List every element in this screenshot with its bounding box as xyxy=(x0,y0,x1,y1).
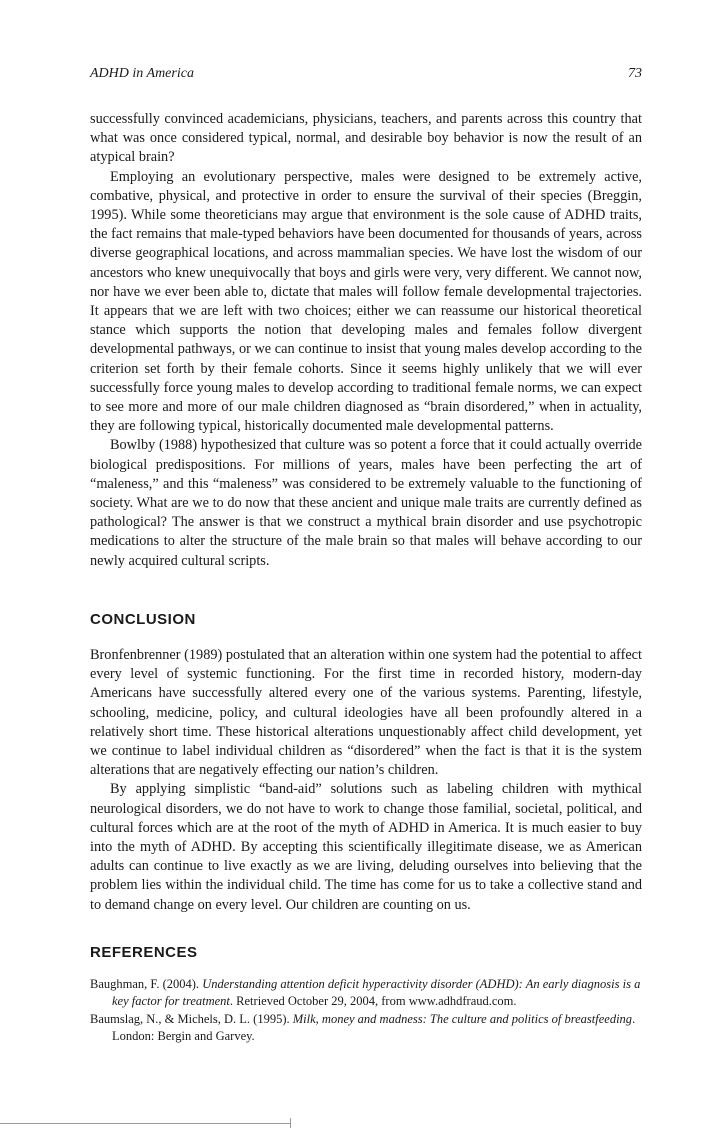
reference-item xyxy=(90,976,642,1009)
page-number: 73 xyxy=(628,66,642,81)
reference-title: Understanding attention deficit hyperactivity disorder (ADHD): An early diagnosis is a key factor for treatment xyxy=(112,977,641,1008)
paragraph-band-aid: By applying simplistic “band-aid” solutions such as labeling children with mythical neurological disorders, we do not have to work to change those familial, societal, political, and cultural forces which are at the root of the myth of ADHD in America. It is much easier to buy into the myth of ADHD. By accepting this scientifically illegitimate disease, we as American adults can continue to live exactly as we are living, deluding ourselves into believing that the problem lies within the individual child. The time has come for us to take a collective stand and to demand change on every level. Our children are counting on us. xyxy=(90,781,642,913)
paragraph-evolutionary: Employing an evolutionary perspective, males were designed to be extremely active, combative, physical, and protective in order to ensure the survival of their species (Breggin, 1995). While some theoreticians may argue that environment is the sole cause of ADHD traits, the fact remains that male-typed behaviors have been documented for thousands of years, across diverse geographical locations, and across mammalian species. We have lost the wisdom of our ancestors who knew unequivocally that boys and girls were very, very different. We cannot now, nor have we ever been able to, dictate that males will follow female developmental trajectories. It appears that we are left with two choices; either we can reassume our historical theoretical stance which supports the notion that developing males and females follow divergent developmental pathways, or we can continue to insist that young males develop according to the criterion set forth by their female cohorts. Since it seems highly unlikely that we will ever successfully force young males to develop according to traditional female norms, we can expect to see more and more of our male children diagnosed as “brain disordered,” when in actuality, they are following typical, historically documented male developmental patterns. xyxy=(90,168,642,435)
scan-edge-line xyxy=(0,1123,290,1124)
references-heading: REFERENCES xyxy=(90,944,198,961)
reference-details: . London: Bergin and Garvey. xyxy=(112,1012,636,1043)
reference-title: Milk, money and madness: The culture and politics of breastfeeding xyxy=(292,1012,633,1026)
paragraph-bronfenbrenner: Bronfenbrenner (1989) postulated that an alteration within one system had the potential to affect every level of systemic functioning. For the first time in recorded history, modern-day Americans have successfully altered every one of the various systems. Parenting, lifestyle, schooling, medicine, policy, and cultural ideologies have all been profoundly altered in a relatively short time. These historical alterations unquestionably affect child development, yet we continue to label individual children as “disordered” when the fact is that it is the system alterations that are negatively effecting our nation’s children. xyxy=(90,647,642,779)
body-section-1 xyxy=(90,110,642,571)
paragraph-continued: successfully convinced academicians, physicians, teachers, and parents across this country that what was once considered typical, normal, and desirable boy behavior is now the result of an atypical brain? xyxy=(90,111,642,166)
running-header xyxy=(90,66,642,82)
reference-authors: Baughman, F. (2004). xyxy=(90,977,203,991)
scan-edge-tick xyxy=(290,1118,291,1128)
reference-details: . Retrieved October 29, 2004, from www.adhdfraud.com. xyxy=(229,993,517,1008)
references-list xyxy=(90,976,642,1046)
reference-item xyxy=(90,1011,642,1044)
conclusion-section xyxy=(90,646,642,915)
paragraph-bowlby: Bowlby (1988) hypothesized that culture was so potent a force that it could actually override biological predispositions. For millions of years, males have been perfecting the art of “maleness,” and this “maleness” was considered to be extremely valuable to the functioning of society. What are we to do now that these ancient and unique male traits are currently defined as pathological? The answer is that we construct a mythical brain disorder and use psychotropic medications to alter the structure of the male brain so that males will behave according to our newly acquired cultural scripts. xyxy=(90,437,642,569)
reference-authors: Baumslag, N., & Michels, D. L. (1995). xyxy=(90,1012,293,1026)
conclusion-heading: CONCLUSION xyxy=(90,611,196,628)
running-title: ADHD in America xyxy=(90,66,194,81)
